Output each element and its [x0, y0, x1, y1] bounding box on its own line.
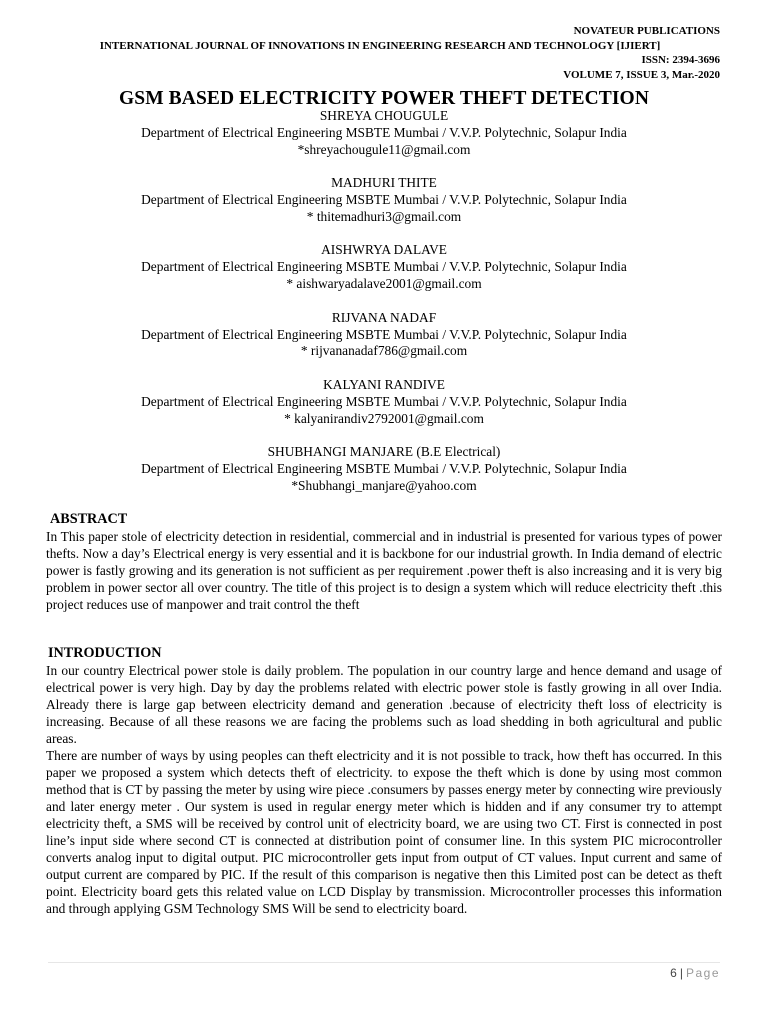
author-email[interactable]: * kalyanirandiv2792001@gmail.com [284, 410, 484, 426]
author-name: MADHURI THITE [331, 175, 437, 191]
author-name: SHREYA CHOUGULE [319, 108, 449, 123]
author-name: AISHWRYA DALAVE [321, 242, 447, 258]
abstract-heading: ABSTRACT [50, 511, 128, 527]
author-affiliation: Department of Electrical Engineering MSBTE Mumbai / V.V.P. Polytechnic, Solapur India [141, 124, 627, 140]
author-name: KALYANI RANDIVE [323, 376, 445, 392]
paper-title: GSM BASED ELECTRICITY POWER THEFT DETECTION [118, 88, 650, 109]
journal-header [40, 24, 720, 82]
author-email[interactable]: *shreyachougule11@gmail.com [297, 141, 471, 157]
author-affiliation: Department of Electrical Engineering MSBTE Mumbai / V.V.P. Polytechnic, Solapur India [141, 393, 627, 409]
author-affiliation: Department of Electrical Engineering MSBTE Mumbai / V.V.P. Polytechnic, Solapur India [141, 259, 627, 275]
author-email[interactable]: * thitemadhuri3@gmail.com [306, 209, 462, 225]
author-block [0, 444, 768, 495]
author-name: SHUBHANGI MANJARE (B.E Electrical) [267, 444, 501, 460]
author-email[interactable]: *Shubhangi_manjare@yahoo.com [291, 477, 477, 493]
footer-divider [48, 962, 720, 963]
author-block [0, 310, 768, 361]
page-label: Page [685, 966, 720, 980]
page-number: 6 [670, 966, 677, 980]
author-email[interactable]: * aishwaryadalave2001@gmail.com [286, 276, 482, 292]
introduction-heading: INTRODUCTION [48, 645, 162, 661]
issn: ISSN: 2394-3696 [641, 54, 720, 67]
author-affiliation: Department of Electrical Engineering MSBTE Mumbai / V.V.P. Polytechnic, Solapur India [141, 192, 627, 208]
publisher-name: NOVATEUR PUBLICATIONS [573, 25, 720, 37]
author-list [0, 108, 768, 511]
author-block [0, 108, 768, 159]
footer-separator: | [679, 966, 683, 980]
author-affiliation: Department of Electrical Engineering MSBTE Mumbai / V.V.P. Polytechnic, Solapur India [141, 326, 627, 342]
author-block [0, 377, 768, 428]
author-affiliation: Department of Electrical Engineering MSBTE Mumbai / V.V.P. Polytechnic, Solapur India [141, 461, 627, 476]
introduction-paragraph-1: In our country Electrical power stole is daily problem. The population in our country large and hence demand and usage of electrical power is very high. Day by day the problems related with electric power stole is fastly growing in all over India. Already there is large gap between electricity demand and generation .because of electricity theft loss of electricity is increasing. Because of all these reasons we are facing the problems such as load shedding in both agricultural and public areas. [46, 663, 722, 746]
author-block [0, 242, 768, 293]
author-block [0, 175, 768, 226]
author-email[interactable]: * rijvananadaf786@gmail.com [300, 343, 468, 359]
volume-issue: VOLUME 7, ISSUE 3, Mar.-2020 [563, 68, 720, 81]
abstract-text: In This paper stole of electricity detection in residential, commercial and in industrial is presented for various types of power thefts. Now a day’s Electrical energy is very essential and it is backbone for our industrial growth. In India demand of electric power is fastly growing and its generation is not sufficient as per requirement .power theft is also increasing and it is very big problem in power sector all over country. The title of this project is to design a system which will reduce electricity theft .this project reduces use of manpower and trait control the theft [46, 529, 722, 612]
journal-name: INTERNATIONAL JOURNAL OF INNOVATIONS IN ENGINEERING RESEARCH AND TECHNOLOGY [IJIERT] [99, 39, 661, 52]
page-footer [670, 966, 720, 980]
introduction-paragraph-2: There are number of ways by using peoples can theft electricity and it is not possible to track, how theft has occurred. In this paper we proposed a system which detects theft of electricity. to expose the theft which is done by using most common method that is CT by passing the meter by using wire piece .consumers by passes energy meter by connecting wire previously and later energy meter . Our system is used in regular energy meter which is hidden and if any consumer try to attempt electricity theft, a SMS will be received by control unit of electricity board, we are using two CT. First is connected in post line’s input side where second CT is connected at distribution point of consumer line. In this system PIC microcontroller converts analog input to digital output. PIC microcontroller gets input from output of CT values. Input current and same of output current are compared by PIC. If the result of this comparison is negative then this Limited post can be detect as theft point. Electricity board gets this related value on LCD Display by transmission. Microcontroller processes this information and through applying GSM Technology SMS Will be send to electricity board. [46, 748, 722, 916]
author-name: RIJVANA NADAF [331, 309, 437, 325]
